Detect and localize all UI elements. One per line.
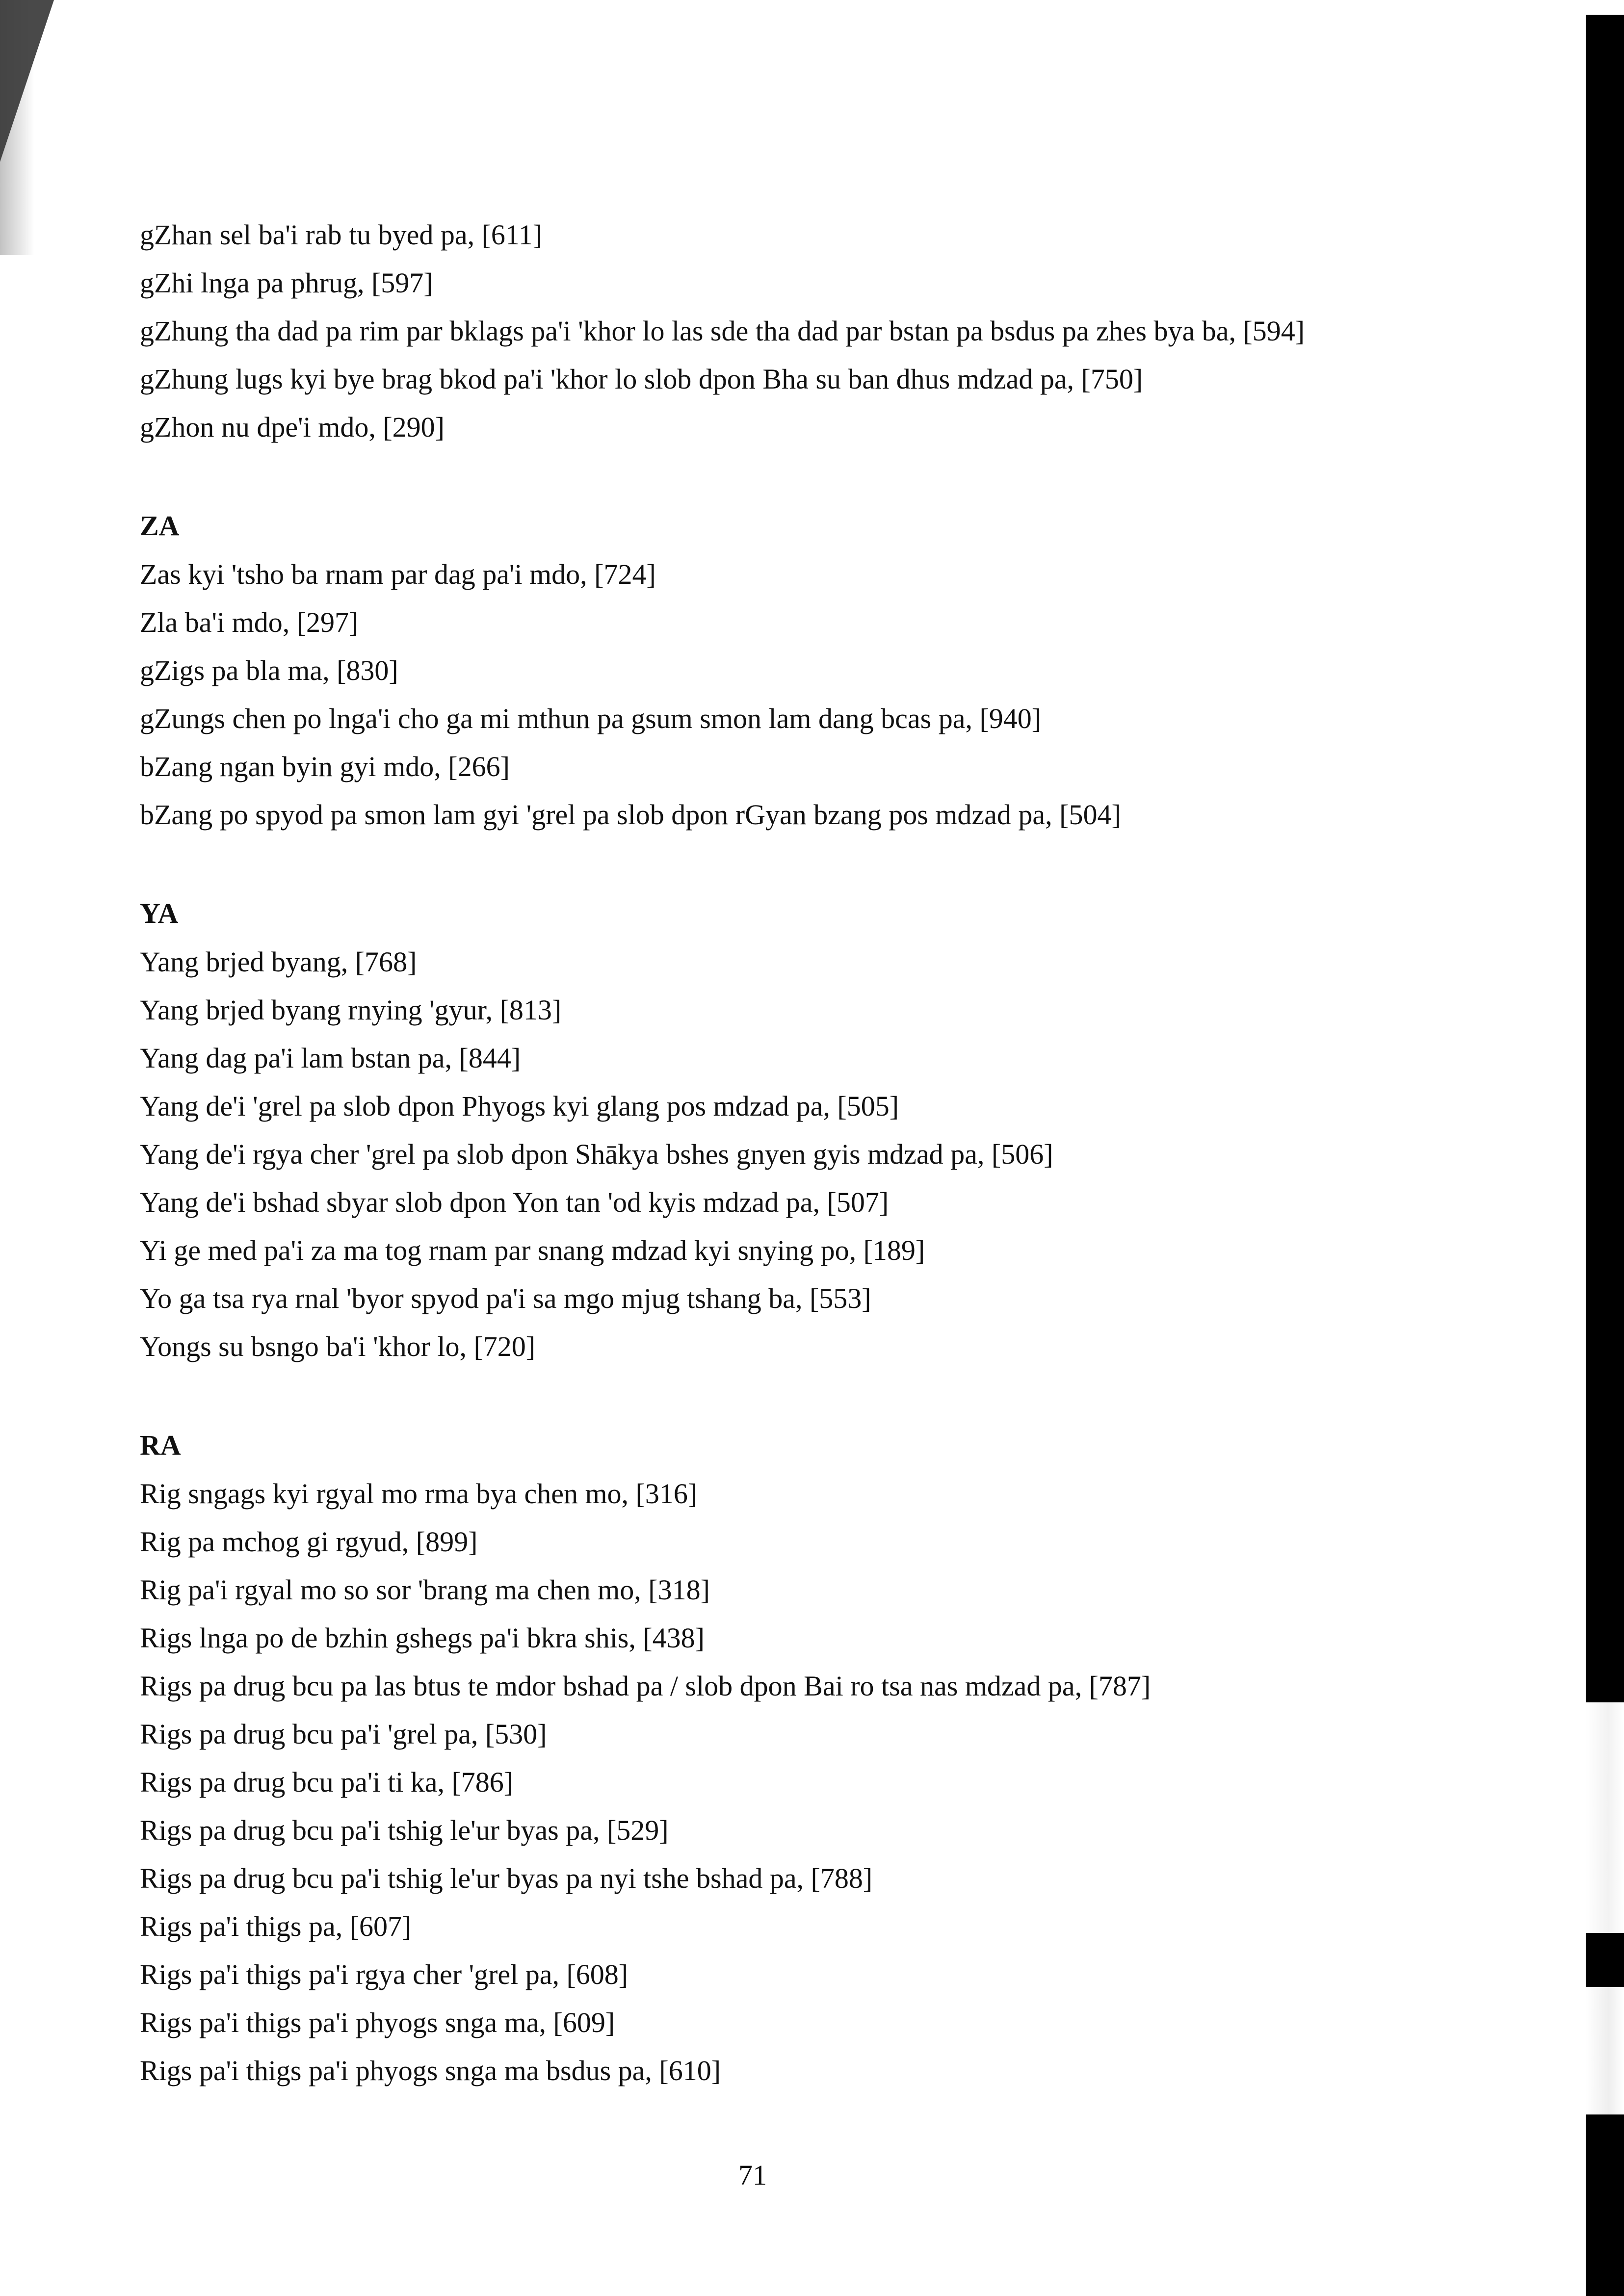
index-entry: Yi ge med pa'i za ma tog rnam par snang mdzad kyi snying po, [189] — [140, 1234, 925, 1266]
index-entry: Yang brjed byang, [768] — [140, 946, 417, 978]
index-entry: Yang de'i rgya cher 'grel pa slob dpon Shākya bshes gnyen gyis mdzad pa, [506] — [140, 1138, 1053, 1170]
index-entry: Zas kyi 'tsho ba rnam par dag pa'i mdo, [724] — [140, 558, 656, 590]
index-entry: gZungs chen po lnga'i cho ga mi mthun pa gsum smon lam dang bcas pa, [940] — [140, 703, 1042, 734]
index-entry: Rigs pa drug bcu pa'i tshig le'ur byas pa, [529] — [140, 1814, 669, 1846]
index-entry: Rig pa'i rgyal mo so sor 'brang ma chen mo, [318] — [140, 1574, 710, 1606]
index-entry: Rigs pa'i thigs pa'i phyogs snga ma, [609] — [140, 2007, 615, 2038]
index-entry: bZang ngan byin gyi mdo, [266] — [140, 751, 510, 783]
index-entry: Rig pa mchog gi rgyud, [899] — [140, 1526, 478, 1558]
scan-edge-gap — [1586, 1987, 1624, 2114]
index-entry: gZhi lnga pa phrug, [597] — [140, 267, 433, 299]
page-number: 71 — [738, 2159, 767, 2191]
scan-corner-shadow — [0, 0, 54, 162]
index-entry: Yang de'i bshad sbyar slob dpon Yon tan 'od kyis mdzad pa, [507] — [140, 1186, 889, 1218]
index-entry: Rigs pa drug bcu pa las btus te mdor bshad pa / slob dpon Bai ro tsa nas mdzad pa, [787] — [140, 1670, 1151, 1702]
section-heading-za: ZA — [140, 510, 180, 542]
index-entry: Zla ba'i mdo, [297] — [140, 606, 359, 638]
index-entry: bZang po spyod pa smon lam gyi 'grel pa slob dpon rGyan bzang pos mdzad pa, [504] — [140, 799, 1121, 831]
index-entry: Rigs pa'i thigs pa'i rgya cher 'grel pa, [608] — [140, 1958, 629, 1990]
index-entry: Rig sngags kyi rgyal mo rma bya chen mo, [316] — [140, 1478, 698, 1510]
index-entry: Yongs su bsngo ba'i 'khor lo, [720] — [140, 1331, 536, 1362]
index-entry: Rigs pa drug bcu pa'i ti ka, [786] — [140, 1766, 514, 1798]
index-entry: Yang brjed byang rnying 'gyur, [813] — [140, 994, 562, 1026]
index-entry: Rigs pa drug bcu pa'i 'grel pa, [530] — [140, 1718, 547, 1750]
scan-edge-gap — [1586, 1702, 1624, 1933]
index-entry: gZhon nu dpe'i mdo, [290] — [140, 411, 445, 443]
scan-edge-bar — [1586, 15, 1624, 2296]
index-entry: Yang de'i 'grel pa slob dpon Phyogs kyi glang pos mdzad pa, [505] — [140, 1090, 899, 1122]
index-entry: gZhan sel ba'i rab tu byed pa, [611] — [140, 219, 543, 251]
index-entry: Rigs pa drug bcu pa'i tshig le'ur byas pa nyi tshe bshad pa, [788] — [140, 1862, 873, 1894]
index-entry: Rigs pa'i thigs pa, [607] — [140, 1910, 412, 1942]
index-entry: Rigs lnga po de bzhin gshegs pa'i bkra shis, [438] — [140, 1622, 705, 1654]
index-entry: Yang dag pa'i lam bstan pa, [844] — [140, 1042, 521, 1074]
index-entry: Rigs pa'i thigs pa'i phyogs snga ma bsdus pa, [610] — [140, 2055, 721, 2087]
index-entry: gZhung lugs kyi bye brag bkod pa'i 'khor lo slob dpon Bha su ban dhus mdzad pa, [750] — [140, 363, 1143, 395]
index-entry: Yo ga tsa rya rnal 'byor spyod pa'i sa mgo mjug tshang ba, [553] — [140, 1282, 871, 1314]
index-entry: gZigs pa bla ma, [830] — [140, 654, 398, 686]
section-heading-ra: RA — [140, 1429, 181, 1461]
index-entry: gZhung tha dad pa rim par bklags pa'i 'khor lo las sde tha dad par bstan pa bsdus pa zhes bya ba, [594] — [140, 315, 1305, 347]
section-heading-ya: YA — [140, 897, 179, 929]
